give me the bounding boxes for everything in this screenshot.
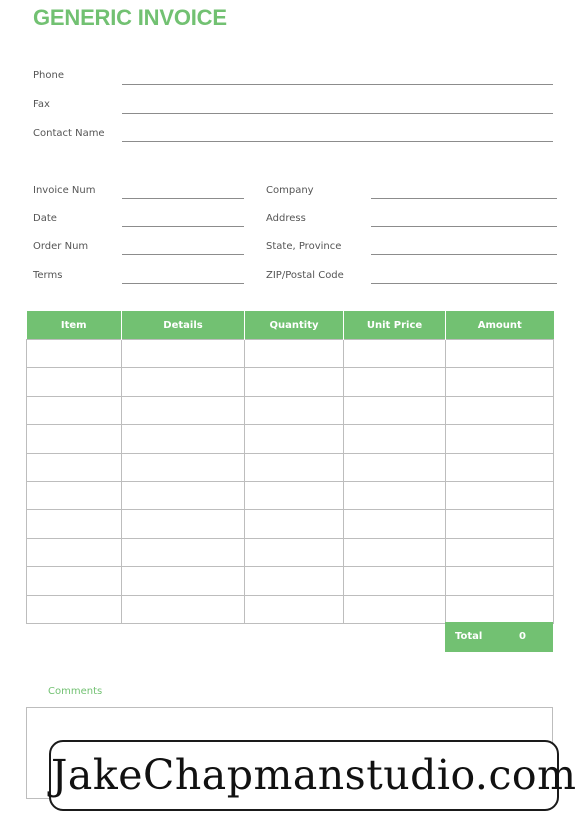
table-row: [27, 453, 554, 481]
table-row: [27, 510, 554, 538]
company-field[interactable]: [371, 198, 557, 199]
cell-item[interactable]: [27, 396, 122, 424]
cell-quantity[interactable]: [245, 538, 344, 566]
cell-details[interactable]: [122, 396, 245, 424]
cell-quantity[interactable]: [245, 595, 344, 623]
cell-quantity[interactable]: [245, 425, 344, 453]
invoice-title: GENERIC INVOICE: [33, 5, 227, 30]
cell-details[interactable]: [122, 340, 245, 368]
cell-unit-price[interactable]: [344, 396, 446, 424]
comments-label: Comments: [48, 686, 103, 697]
table-row: [27, 538, 554, 566]
cell-amount[interactable]: [446, 538, 554, 566]
phone-field[interactable]: [122, 84, 553, 85]
cell-unit-price[interactable]: [344, 538, 446, 566]
terms-label: Terms: [33, 270, 63, 281]
cell-unit-price[interactable]: [344, 481, 446, 509]
column-header-unit-price: Unit Price: [344, 311, 446, 340]
cell-unit-price[interactable]: [344, 595, 446, 623]
phone-label: Phone: [33, 70, 64, 81]
cell-item[interactable]: [27, 340, 122, 368]
column-header-amount: Amount: [446, 311, 554, 340]
total-value: 0: [519, 631, 526, 642]
cell-details[interactable]: [122, 510, 245, 538]
table-row: [27, 396, 554, 424]
cell-amount[interactable]: [446, 567, 554, 595]
cell-item[interactable]: [27, 595, 122, 623]
address-label: Address: [266, 213, 306, 224]
cell-unit-price[interactable]: [344, 510, 446, 538]
order-num-label: Order Num: [33, 241, 89, 252]
cell-details[interactable]: [122, 368, 245, 396]
cell-amount[interactable]: [446, 340, 554, 368]
cell-quantity[interactable]: [245, 368, 344, 396]
terms-field[interactable]: [122, 283, 244, 284]
cell-item[interactable]: [27, 510, 122, 538]
state-province-field[interactable]: [371, 254, 557, 255]
state-province-label: State, Province: [266, 241, 342, 252]
cell-unit-price[interactable]: [344, 368, 446, 396]
items-table: [26, 311, 554, 624]
date-field[interactable]: [122, 226, 244, 227]
cell-details[interactable]: [122, 481, 245, 509]
cell-quantity[interactable]: [245, 567, 344, 595]
cell-details[interactable]: [122, 453, 245, 481]
cell-details[interactable]: [122, 567, 245, 595]
cell-item[interactable]: [27, 481, 122, 509]
cell-details[interactable]: [122, 538, 245, 566]
cell-item[interactable]: [27, 538, 122, 566]
table-row: [27, 595, 554, 623]
cell-quantity[interactable]: [245, 396, 344, 424]
contact-name-field[interactable]: [122, 141, 553, 142]
cell-details[interactable]: [122, 425, 245, 453]
total-label: Total: [455, 631, 483, 642]
cell-unit-price[interactable]: [344, 453, 446, 481]
cell-amount[interactable]: [446, 481, 554, 509]
cell-amount[interactable]: [446, 510, 554, 538]
total-box: [445, 622, 553, 652]
invoice-num-field[interactable]: [122, 198, 244, 199]
cell-amount[interactable]: [446, 396, 554, 424]
cell-unit-price[interactable]: [344, 340, 446, 368]
cell-quantity[interactable]: [245, 453, 344, 481]
order-num-field[interactable]: [122, 254, 244, 255]
table-row: [27, 368, 554, 396]
address-field[interactable]: [371, 226, 557, 227]
date-label: Date: [33, 213, 57, 224]
fax-label: Fax: [33, 99, 50, 110]
zip-postal-code-field[interactable]: [371, 283, 557, 284]
cell-amount[interactable]: [446, 368, 554, 396]
fax-field[interactable]: [122, 113, 553, 114]
cell-quantity[interactable]: [245, 510, 344, 538]
table-row: [27, 425, 554, 453]
zip-postal-code-label: ZIP/Postal Code: [266, 270, 344, 281]
cell-details[interactable]: [122, 595, 245, 623]
column-header-item: Item: [27, 311, 122, 340]
cell-amount[interactable]: [446, 595, 554, 623]
cell-item[interactable]: [27, 567, 122, 595]
table-header-row: [27, 311, 554, 340]
cell-quantity[interactable]: [245, 481, 344, 509]
contact-name-label: Contact Name: [33, 128, 105, 139]
company-label: Company: [266, 185, 314, 196]
cell-amount[interactable]: [446, 453, 554, 481]
cell-unit-price[interactable]: [344, 425, 446, 453]
column-header-details: Details: [122, 311, 245, 340]
watermark-banner: JakeChapmanstudio.com: [49, 740, 559, 811]
table-row: [27, 340, 554, 368]
cell-amount[interactable]: [446, 425, 554, 453]
table-row: [27, 567, 554, 595]
cell-unit-price[interactable]: [344, 567, 446, 595]
column-header-quantity: Quantity: [245, 311, 344, 340]
table-row: [27, 481, 554, 509]
cell-item[interactable]: [27, 453, 122, 481]
cell-item[interactable]: [27, 368, 122, 396]
invoice-num-label: Invoice Num: [33, 185, 96, 196]
cell-item[interactable]: [27, 425, 122, 453]
cell-quantity[interactable]: [245, 340, 344, 368]
